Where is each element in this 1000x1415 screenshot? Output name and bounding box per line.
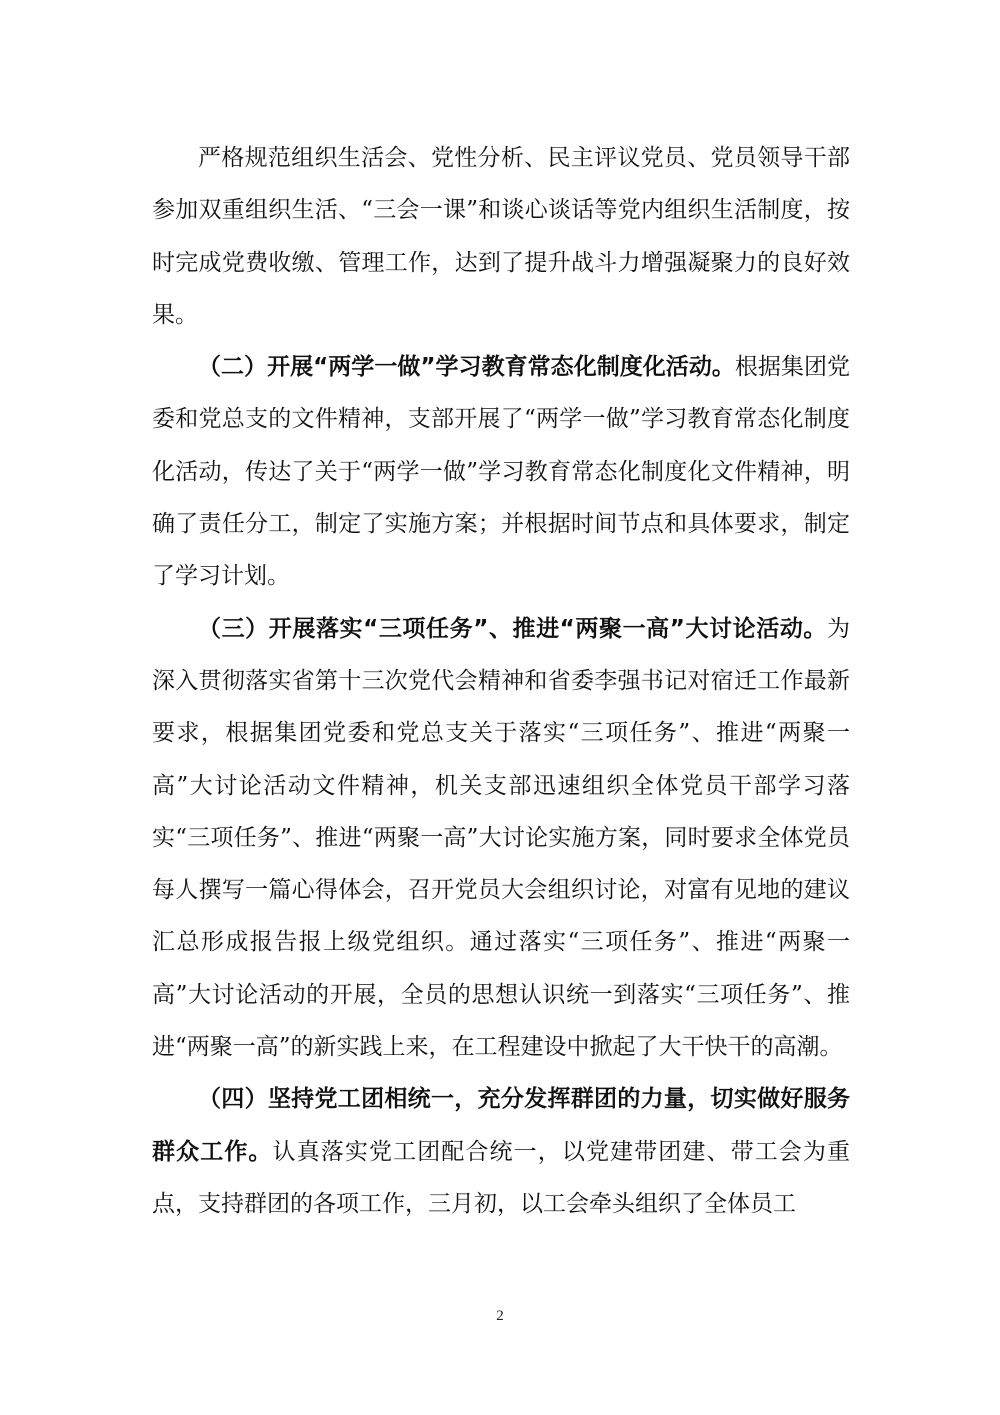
paragraph-party-union-league — [152, 1073, 850, 1230]
paragraph-heading: （二）开展“两学一做”学习教育常态化制度化活动。 — [198, 354, 735, 381]
paragraph-organization-life — [152, 132, 850, 341]
page-number: 2 — [496, 1308, 504, 1324]
paragraph-heading: （四）坚持党工团相统一，充分发挥群团的力量，切实做好服务群众工作。 — [152, 1086, 850, 1165]
paragraph-text: 认真落实党工团配合统一，以党建带团建、带工会为重点，支持群团的各项工作，三月初，以工会牵头组织了全体员工 — [152, 1138, 851, 1217]
paragraph-text: 根据集团党委和党总支的文件精神，支部开展了“两学一做”学习教育常态化制度化活动，传达了关于“两学一做”学习教育常态化制度化文件精神，明确了责任分工，制定了实施方案；并根据时间节点和具体要求，制定了学习计划。 — [152, 354, 850, 590]
paragraph-two-study-one-do — [152, 341, 850, 602]
paragraph-heading: （三）开展落实“三项任务”、推进“两聚一高”大讨论活动。 — [198, 615, 827, 642]
paragraph-text: 为深入贯彻落实省第十三次党代会精神和省委李强书记对宿迁工作最新要求，根据集团党委和党总支关于落实“三项任务”、推进“两聚一高”大讨论活动文件精神，机关支部迅速组织全体党员干部学习落实“三项任务”、推进“两聚一高”大讨论实施方案，同时要求全体党员每人撰写一篇心得体会，召开党员大会组织讨论，对富有见地的建议汇总形成报告报上级党组织。通过落实“三项任务”、推进“两聚一高”大讨论活动的开展，全员的思想认识统一到落实“三项任务”、推进“两聚一高”的新实践上来，在工程建设中掀起了大干快干的高潮。 — [152, 615, 850, 1061]
paragraph-three-tasks — [152, 603, 850, 1074]
paragraph-text: 严格规范组织生活会、党性分析、民主评议党员、党员领导干部参加双重组织生活、“三会一课”和谈心谈话等党内组织生活制度，按时完成党费收缴、管理工作，达到了提升战斗力增强凝聚力的良好效果。 — [152, 145, 850, 328]
document-body — [152, 132, 850, 1230]
